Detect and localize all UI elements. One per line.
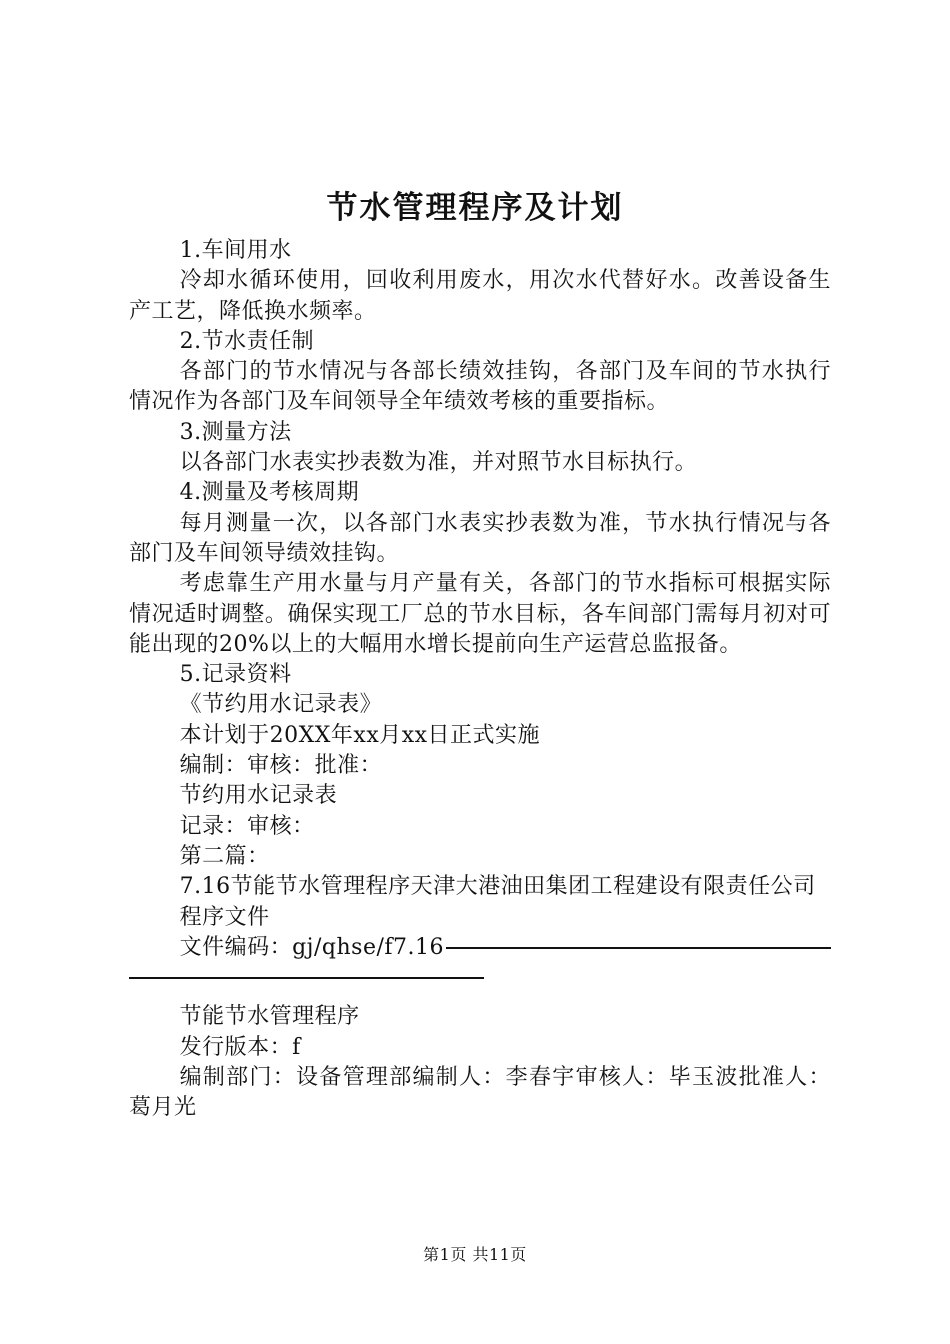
paragraph: 冷却水循环使用，回收利用废水，用次水代替好水。改善设备生产工艺，降低换水频率。 xyxy=(129,268,831,324)
paragraph: 记录：审核： xyxy=(179,813,315,839)
horizontal-rule xyxy=(129,977,484,979)
page-footer: 第1页 共11页 xyxy=(423,1245,527,1264)
horizontal-rule xyxy=(446,947,831,949)
page-title: 节水管理程序及计划 xyxy=(326,190,624,226)
spacer xyxy=(129,993,831,1002)
paragraph: 各部门的节水情况与各部长绩效挂钩，各部门及车间的节水执行情况作为各部门及车间领导全年绩效考核的重要指标。 xyxy=(129,359,831,415)
paragraph: 7.16节能节水管理程序天津大港油田集团工程建设有限责任公司 xyxy=(179,874,816,900)
section-heading-3: 3.测量方法 xyxy=(179,419,292,445)
section-heading-2: 2.节水责任制 xyxy=(179,328,315,354)
section-heading-1: 1.车间用水 xyxy=(179,238,292,263)
paragraph: 每月测量一次，以各部门水表实抄表数为准，节水执行情况与各部门及车间领导绩效挂钩。 xyxy=(129,510,831,566)
paragraph: 本计划于20XX年xx月xx日正式实施 xyxy=(179,722,541,748)
paragraph: 考虑靠生产用水量与月产量有关，各部门的节水指标可根据实际情况适时调整。确保实现工厂总的节水目标，各车间部门需每月初对可能出现的20%以上的大幅用水增长提前向生产运营总监报备。 xyxy=(129,571,831,657)
paragraph: 发行版本：f xyxy=(179,1034,301,1060)
file-code-text: 文件编码：gj/qhse/f7.16 xyxy=(179,934,445,960)
paragraph: 以各部门水表实抄表数为准，并对照节水目标执行。 xyxy=(179,450,698,476)
paragraph: 节约用水记录表 xyxy=(179,783,338,809)
paragraph: 节能节水管理程序 xyxy=(179,1004,360,1030)
section-heading-4: 4.测量及考核周期 xyxy=(179,480,360,506)
paragraph: 编制部门：设备管理部编制人：李春宇审核人：毕玉波批准人：葛月光 xyxy=(129,1065,831,1121)
paragraph: 程序文件 xyxy=(179,904,270,930)
paragraph: 《节约用水记录表》 xyxy=(179,692,383,718)
file-code-line xyxy=(129,933,831,963)
section-heading-5: 5.记录资料 xyxy=(179,662,292,688)
paragraph: 第二篇： xyxy=(179,843,270,869)
rule-line xyxy=(129,963,831,993)
document-body xyxy=(129,236,831,1124)
paragraph: 编制：审核：批准： xyxy=(179,753,383,779)
